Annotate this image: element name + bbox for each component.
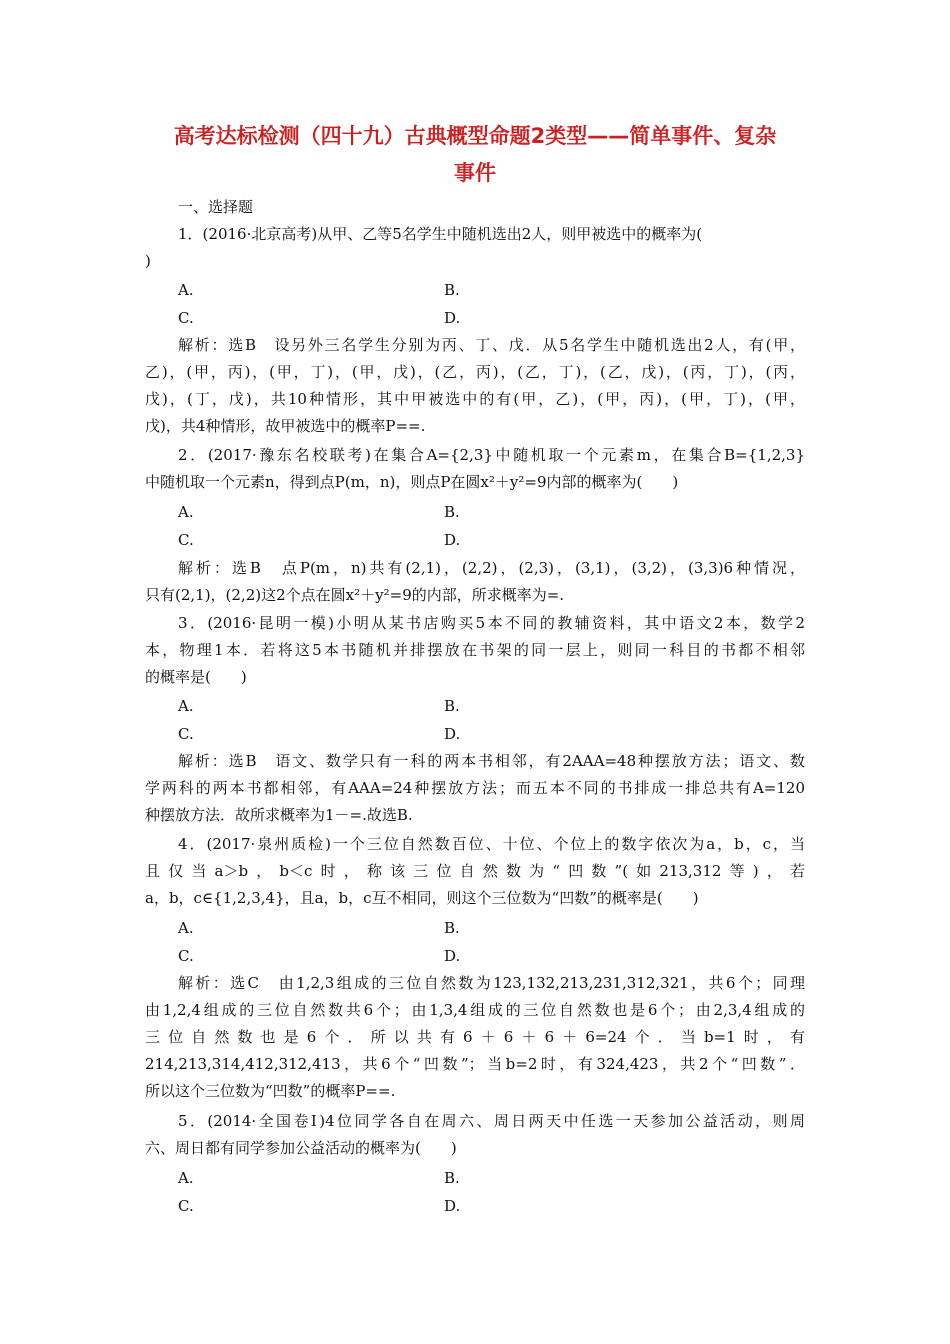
q5-option-d: D.: [444, 1197, 461, 1215]
q3-stem-line-3: 的概率是( ): [145, 668, 247, 686]
q3-stem-line-2: 本，物理1本．若将这5本书随机并排摆放在书架的同一层上，则同一科目的书都不相邻: [145, 641, 805, 659]
q2-stem-line-2: 中随机取一个元素n，得到点P(m，n)，则点P在圆x²＋y²=9内部的概率为( ): [145, 473, 679, 491]
q4-option-c: C.: [178, 947, 194, 965]
q5-stem-line-2: 六、周日都有同学参加公益活动的概率为( ): [145, 1139, 457, 1157]
q4-option-b: B.: [444, 919, 460, 937]
q1-option-b: B.: [444, 281, 460, 299]
q3-stem-line-1: 3．(2016·昆明一模)小明从某书店购买5本不同的教辅资料，其中语文2本，数学2: [178, 614, 805, 632]
title-line-2: 事件: [454, 161, 496, 185]
q4-solution-line-5: 所以这个三位数为“凹数”的概率P==.: [145, 1082, 396, 1100]
q4-solution-line-2: 由1,2,4组成的三位自然数共6个；由1,3,4组成的三位自然数也是6个；由2,3,4组成的: [145, 1001, 805, 1019]
q3-solution-line-2: 学两科的两本书都相邻，有AAA=24种摆放方法；而五本不同的书排成一排总共有A=120: [145, 779, 805, 797]
q5-option-b: B.: [444, 1169, 460, 1187]
q1-stem-line-1: 1．(2016·北京高考)从甲、乙等5名学生中随机选出2人，则甲被选中的概率为(: [178, 225, 703, 243]
q4-solution-line-4: 214,213,314,412,312,413，共6个“凹数”；当b=2时，有324,423，共2个“凹数”．: [145, 1055, 805, 1073]
q2-solution-line-1: 解析：选B 点P(m，n)共有(2,1)，(2,2)，(2,3)，(3,1)，(3,2)，(3,3)6种情况，: [178, 559, 805, 577]
q4-stem-line-3: a，b，c∈{1,2,3,4}，且a，b，c互不相同，则这个三位数为“凹数”的概率是( ): [145, 889, 699, 907]
section-heading: 一、选择题: [178, 198, 254, 216]
q2-option-d: D.: [444, 531, 461, 549]
q4-option-d: D.: [444, 947, 461, 965]
q4-solution-line-1: 解析：选C 由1,2,3组成的三位自然数为123,132,213,231,312,321，共6个；同理: [178, 974, 805, 992]
q4-stem-line-2: 且仅当a＞b，b＜c时，称该三位自然数为“凹数”(如213,312等)，若: [145, 862, 805, 880]
q2-option-b: B.: [444, 503, 460, 521]
q4-stem-line-1: 4．(2017·泉州质检)一个三位自然数百位、十位、个位上的数字依次为a，b，c，当: [178, 835, 805, 853]
q1-option-a: A.: [178, 281, 194, 299]
q3-option-d: D.: [444, 725, 461, 743]
q3-option-a: A.: [178, 697, 194, 715]
q5-stem-line-1: 5．(2014·全国卷Ⅰ)4位同学各自在周六、周日两天中任选一天参加公益活动，则周: [178, 1112, 805, 1130]
q3-solution-line-1: 解析：选B 语文、数学只有一科的两本书相邻，有2AAA=48种摆放方法；语文、数: [178, 752, 805, 770]
q1-option-c: C.: [178, 309, 194, 327]
q1-solution-line-3: 戊)，(丁，戊)，共10种情形，其中甲被选中的有(甲，乙)，(甲，丙)，(甲，丁)，(甲，: [145, 390, 805, 408]
q3-option-b: B.: [444, 697, 460, 715]
q1-solution-line-2: 乙)，(甲，丙)，(甲，丁)，(甲，戊)，(乙，丙)，(乙，丁)，(乙，戊)，(丙，丁)，(丙，: [145, 363, 805, 381]
q2-stem-line-1: 2．(2017·豫东名校联考)在集合A={2,3}中随机取一个元素m，在集合B={1,2,3}: [178, 446, 805, 464]
q1-solution-line-1: 解析：选B 设另外三名学生分别为丙、丁、戊．从5名学生中随机选出2人，有(甲，: [178, 336, 805, 354]
q1-option-d: D.: [444, 309, 461, 327]
q5-option-c: C.: [178, 1197, 194, 1215]
q2-solution-line-2: 只有(2,1)，(2,2)这2个点在圆x²＋y²=9的内部，所求概率为=.: [145, 586, 565, 604]
q3-option-c: C.: [178, 725, 194, 743]
q2-option-a: A.: [178, 503, 194, 521]
title-line-1: 高考达标检测（四十九）古典概型命题2类型——简单事件、复杂: [173, 124, 777, 148]
q5-option-a: A.: [178, 1169, 194, 1187]
q1-stem-line-2: ): [145, 252, 151, 270]
q4-option-a: A.: [178, 919, 194, 937]
q2-option-c: C.: [178, 531, 194, 549]
q3-solution-line-3: 种摆放方法．故所求概率为1－=.故选B.: [145, 806, 413, 824]
q1-solution-line-4: 戊)，共4种情形，故甲被选中的概率P==.: [145, 417, 426, 435]
q4-solution-line-3: 三位自然数也是6个．所以共有6＋6＋6＋6=24个．当b=1时，有: [145, 1028, 805, 1046]
